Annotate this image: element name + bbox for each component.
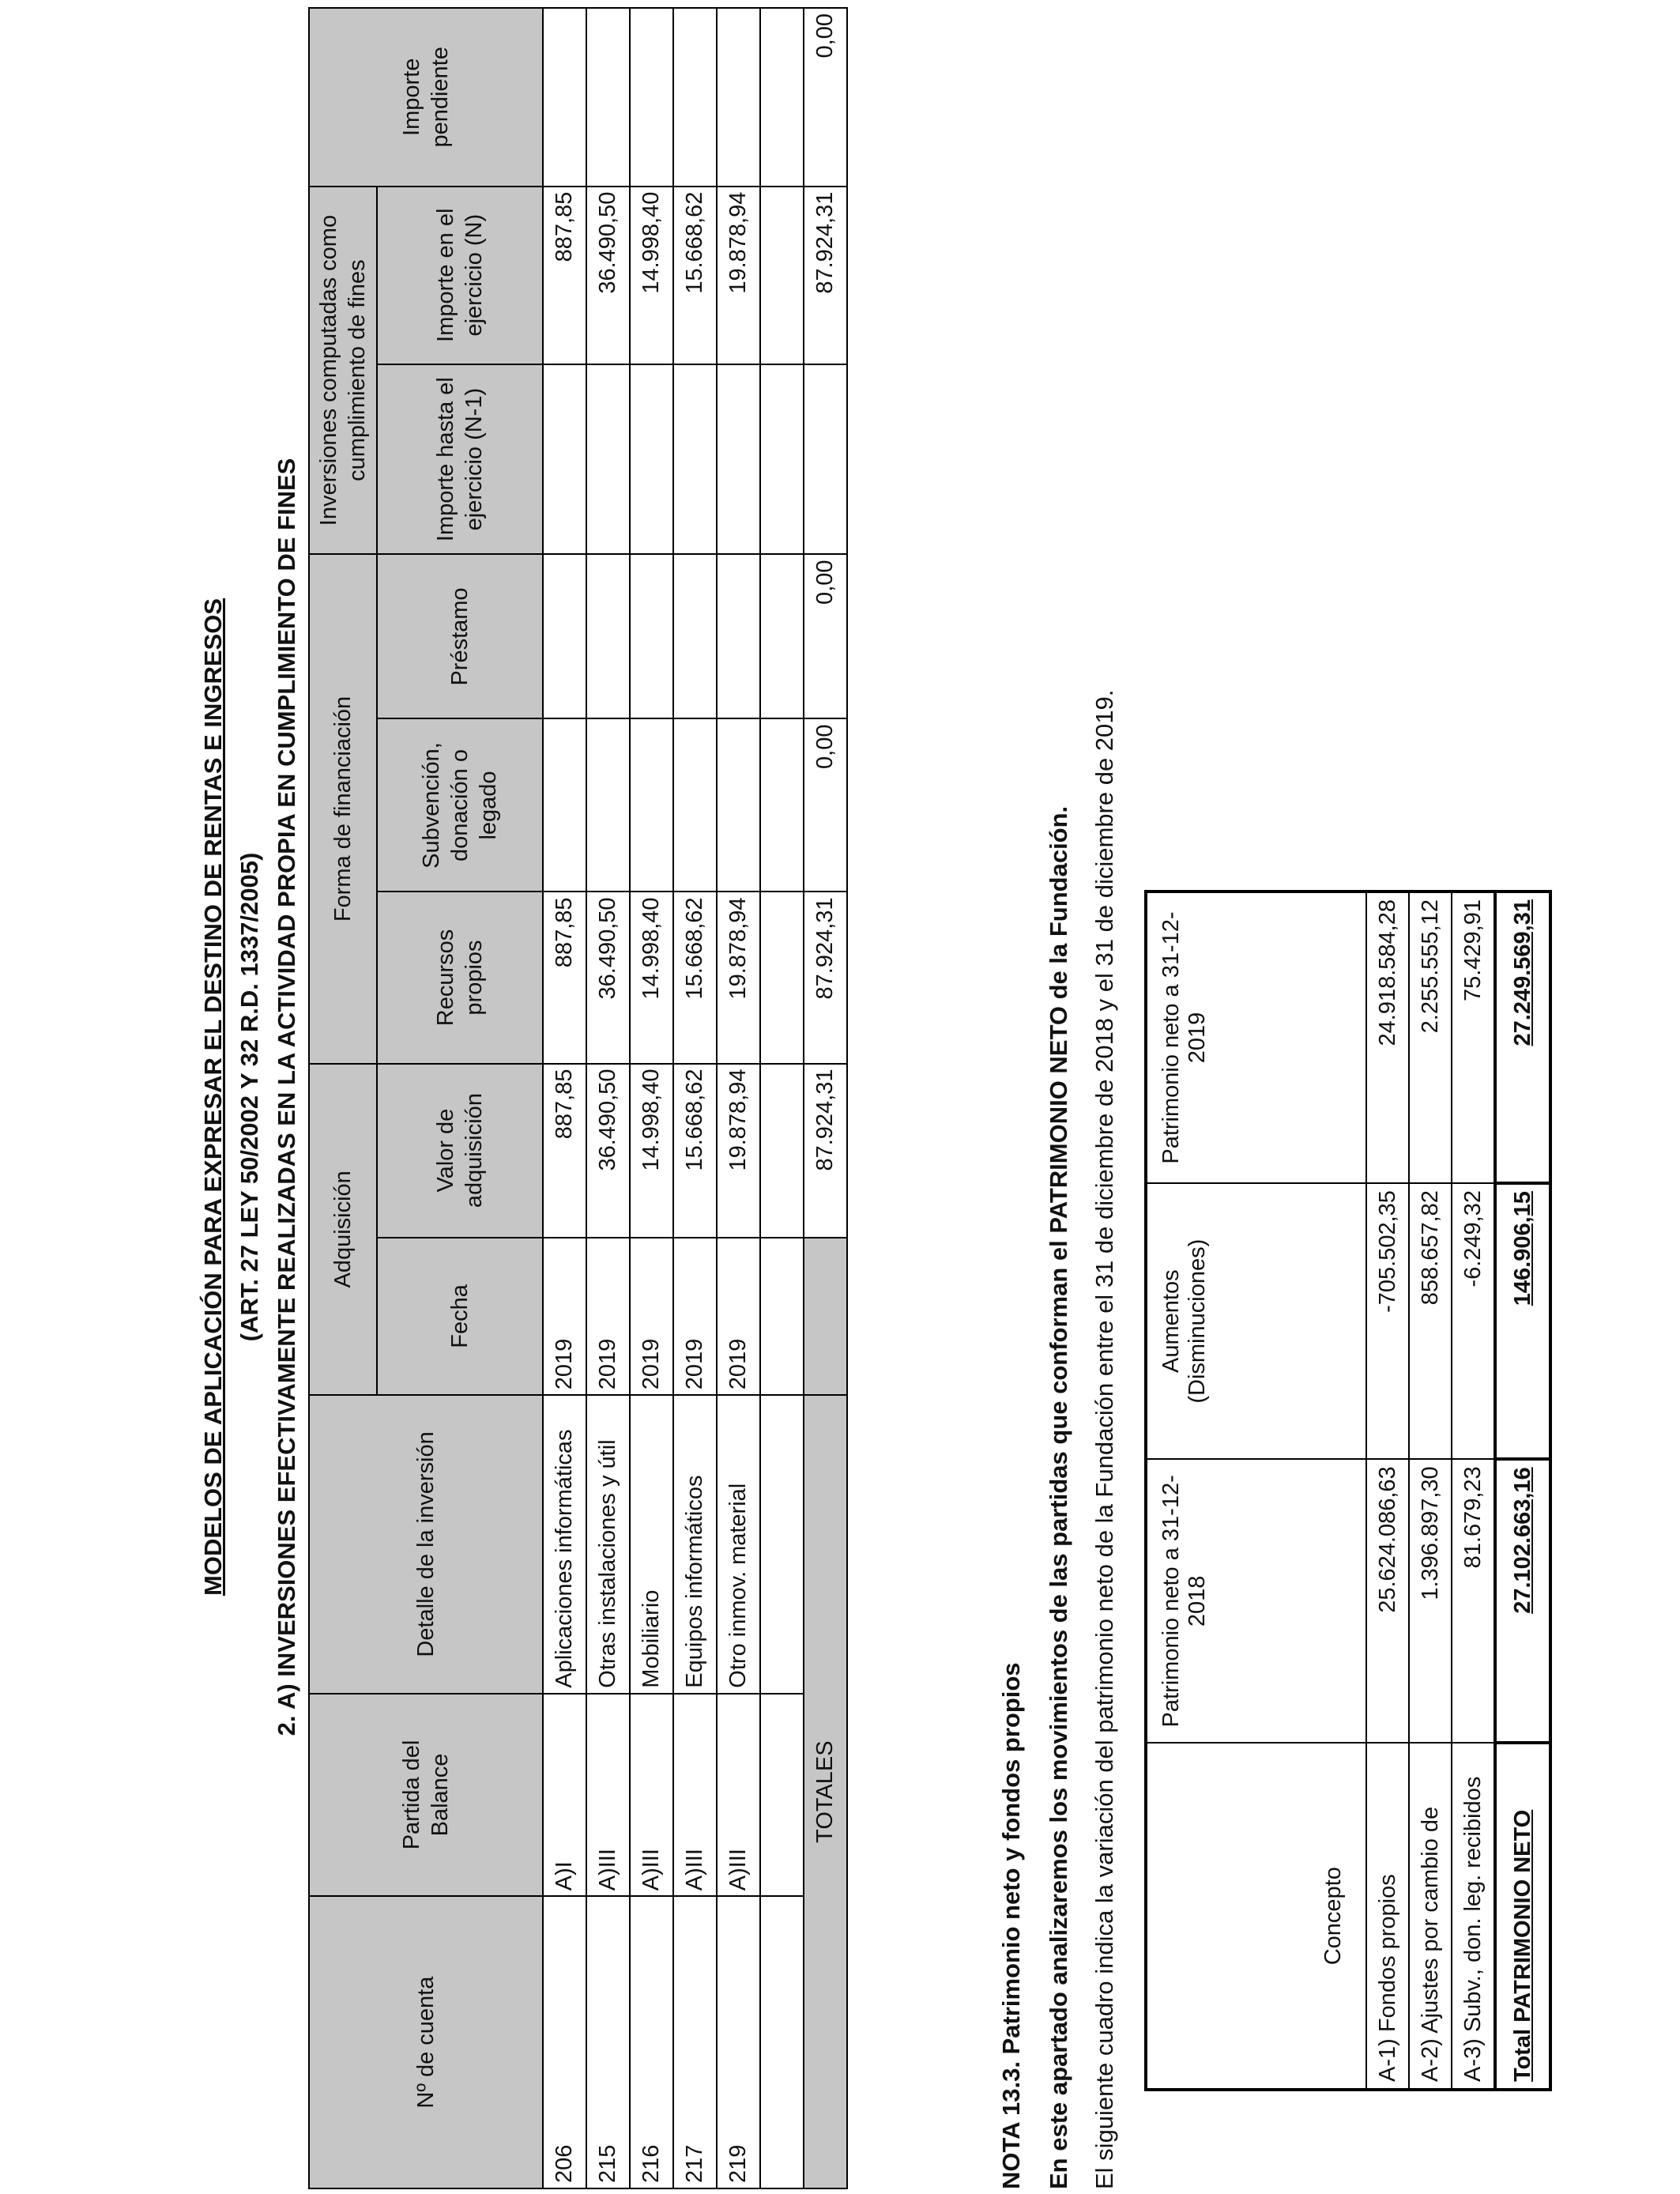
header-prestamo: Préstamo [377, 554, 543, 718]
cell-valor: 19.878,94 [717, 1064, 760, 1238]
header-partida: Partida del Balance [309, 1694, 543, 1897]
cell-recursos: 15.668,62 [673, 892, 717, 1063]
cell-cuenta: 215 [586, 1896, 630, 2188]
cell-prestamo [760, 554, 804, 718]
cell-hasta [630, 364, 673, 555]
nota-heading: NOTA 13.3. Patrimonio neto y fondos propios [997, 1662, 1025, 2189]
cell-prestamo [586, 554, 630, 718]
patrimonio-header-row [1146, 892, 1366, 2090]
totals-fecha-blank [804, 1238, 847, 1396]
cell-cuenta: 206 [543, 1896, 586, 2188]
cell-detalle: Equipos informáticos [673, 1395, 717, 1693]
header-subvencion: Subvención, donación o legado [377, 719, 543, 892]
cell-partida: A)III [673, 1694, 717, 1897]
cell-partida: A)III [717, 1694, 760, 1897]
cell-subvencion [586, 719, 630, 892]
header-en: Importe en el ejercicio (N) [377, 187, 543, 364]
cell-pendiente [717, 8, 760, 187]
cell-detalle: Otras instalaciones y útil [586, 1395, 630, 1693]
header-valor: Valor de adquisición [377, 1064, 543, 1238]
totals-recursos: 87.924,31 [804, 892, 847, 1063]
cell-prestamo [543, 554, 586, 718]
table-row [760, 8, 804, 2188]
cell-detalle: Otro inmov. material [717, 1395, 760, 1693]
cell-detalle [760, 1395, 804, 1693]
cell-partida [760, 1694, 804, 1897]
cell-detalle: Mobiliario [630, 1395, 673, 1693]
table-row [630, 8, 673, 2188]
cell-recursos [760, 892, 804, 1063]
doc-subtitle: (ART. 27 LEY 50/2002 Y 32 R.D. 1337/2005) [235, 852, 263, 1342]
cell-subvencion [673, 719, 717, 892]
cell-pn2019: 2.255.555,12 [1409, 892, 1452, 1183]
cell-prestamo [717, 554, 760, 718]
totals-row [804, 8, 847, 2188]
header-pendiente: Importe pendiente [309, 8, 543, 187]
cell-hasta [760, 364, 804, 555]
cell-fecha [760, 1238, 804, 1396]
totals-valor: 87.924,31 [804, 1064, 847, 1238]
section-title: 2. A) INVERSIONES EFECTIVAMENTE REALIZADAS EN LA ACTIVIDAD PROPIA EN CUMPLIMIENTO DE FINES [273, 458, 300, 1736]
cell-aumentos: -705.502,35 [1366, 1183, 1409, 1459]
cell-partida: A)III [586, 1694, 630, 1897]
cell-fecha: 2019 [717, 1238, 760, 1396]
cell-hasta [586, 364, 630, 555]
cell-en: 887,85 [543, 187, 586, 364]
header-hasta: Importe hasta el ejercicio (N-1) [377, 364, 543, 555]
totals-hasta [804, 364, 847, 555]
table-row [1366, 892, 1409, 2090]
nota-description: El siguiente cuadro indica la variación del patrimonio neto de la Fundación entre el 31 de diciembre de 2018 y el 31 de diciembre de 2019. [1090, 689, 1118, 2189]
cell-hasta [543, 364, 586, 555]
total-aumentos: 146.906,15 [1495, 1183, 1550, 1459]
cell-concepto: A-1) Fondos propios [1366, 1743, 1409, 2090]
cell-pn2019: 75.429,91 [1452, 892, 1495, 1183]
patrimonio-table [1144, 890, 1552, 2091]
cell-pendiente [630, 8, 673, 187]
header-adquisicion: Adquisición [309, 1064, 377, 1396]
cell-pn2018: 81.679,23 [1452, 1459, 1495, 1743]
cell-valor: 14.998,40 [630, 1064, 673, 1238]
cell-pendiente [543, 8, 586, 187]
cell-aumentos: 858.657,82 [1409, 1183, 1452, 1459]
cell-en [760, 187, 804, 364]
cell-cuenta: 219 [717, 1896, 760, 2188]
totals-prestamo: 0,00 [804, 554, 847, 718]
header-financiacion: Forma de financiación [309, 554, 377, 1063]
cell-pn2018: 25.624.086,63 [1366, 1459, 1409, 1743]
table-row [543, 8, 586, 2188]
cell-prestamo [673, 554, 717, 718]
cell-subvencion [543, 719, 586, 892]
cell-hasta [717, 364, 760, 555]
header-recursos: Recursos propios [377, 892, 543, 1063]
table-row [673, 8, 717, 2188]
cell-valor: 36.490,50 [586, 1064, 630, 1238]
totals-label: TOTALES [804, 1395, 847, 2188]
cell-en: 14.998,40 [630, 187, 673, 364]
totals-pendiente: 0,00 [804, 8, 847, 187]
header-fecha: Fecha [377, 1238, 543, 1396]
header-aumentos: Aumentos (Disminuciones) [1146, 1183, 1366, 1459]
total-pn2018: 27.102.663,16 [1495, 1459, 1550, 1743]
cell-valor: 887,85 [543, 1064, 586, 1238]
cell-subvencion [630, 719, 673, 892]
cell-recursos: 14.998,40 [630, 892, 673, 1063]
cell-valor [760, 1064, 804, 1238]
cell-pendiente [586, 8, 630, 187]
cell-valor: 15.668,62 [673, 1064, 717, 1238]
cell-cuenta [760, 1896, 804, 2188]
totals-en: 87.924,31 [804, 187, 847, 364]
header-pn2019: Patrimonio neto a 31-12-2019 [1146, 892, 1366, 1183]
total-pn2019: 27.249.569,31 [1495, 892, 1550, 1183]
cell-aumentos: -6.249,32 [1452, 1183, 1495, 1459]
cell-subvencion [760, 719, 804, 892]
cell-en: 19.878,94 [717, 187, 760, 364]
header-concepto: Concepto [1146, 1743, 1366, 2090]
cell-en: 36.490,50 [586, 187, 630, 364]
cell-partida: A)III [630, 1694, 673, 1897]
header-cuenta: Nº de cuenta [309, 1896, 543, 2188]
inversiones-table [308, 7, 848, 2189]
cell-pn2018: 1.396.897,30 [1409, 1459, 1452, 1743]
cell-partida: A)I [543, 1694, 586, 1897]
table-row [1409, 892, 1452, 2090]
total-row [1495, 892, 1550, 2090]
cell-recursos: 887,85 [543, 892, 586, 1063]
cell-cuenta: 216 [630, 1896, 673, 2188]
cell-fecha: 2019 [586, 1238, 630, 1396]
cell-recursos: 36.490,50 [586, 892, 630, 1063]
cell-en: 15.668,62 [673, 187, 717, 364]
cell-hasta [673, 364, 717, 555]
totals-subvencion: 0,00 [804, 719, 847, 892]
cell-recursos: 19.878,94 [717, 892, 760, 1063]
cell-concepto: A-2) Ajustes por cambio de [1409, 1743, 1452, 2090]
table-row [1452, 892, 1495, 2090]
total-concepto: Total PATRIMONIO NETO [1495, 1743, 1550, 2090]
table-row [586, 8, 630, 2188]
header-pn2018: Patrimonio neto a 31-12-2018 [1146, 1459, 1366, 1743]
cell-pn2019: 24.918.584,28 [1366, 892, 1409, 1183]
cell-detalle: Aplicaciones informáticas [543, 1395, 586, 1693]
cell-pendiente [760, 8, 804, 187]
header-detalle: Detalle de la inversión [309, 1395, 543, 1693]
cell-prestamo [630, 554, 673, 718]
nota-intro: En este apartado analizaremos los movimientos de las partidas que conforman el PATRIMONIO NETO de la Fundación. [1045, 805, 1072, 2189]
header-computadas: Inversiones computadas como cumplimiento de fines [309, 187, 377, 555]
cell-subvencion [717, 719, 760, 892]
doc-title: MODELOS DE APLICACIÓN PARA EXPRESAR EL DESTINO DE RENTAS E INGRESOS [199, 598, 227, 1596]
cell-concepto: A-3) Subv., don. leg. recibidos [1452, 1743, 1495, 2090]
cell-cuenta: 217 [673, 1896, 717, 2188]
cell-fecha: 2019 [630, 1238, 673, 1396]
cell-pendiente [673, 8, 717, 187]
table-row [717, 8, 760, 2188]
cell-fecha: 2019 [543, 1238, 586, 1396]
cell-fecha: 2019 [673, 1238, 717, 1396]
